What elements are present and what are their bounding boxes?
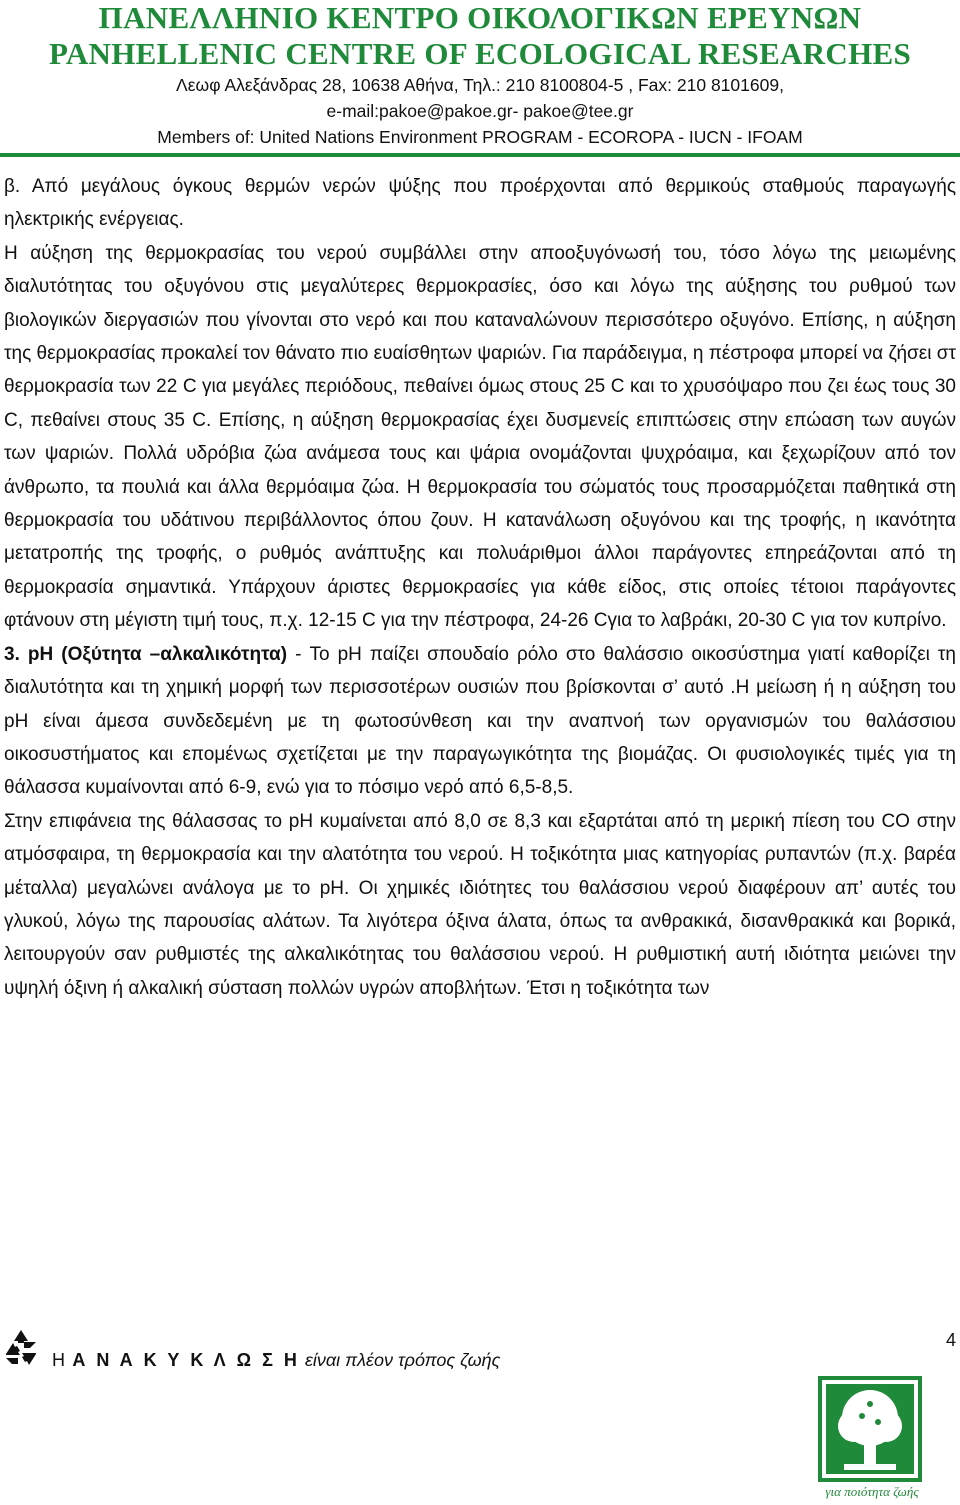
page-number: 4 (945, 1330, 956, 1350)
org-address: Λεωφ Αλεξάνδρας 28, 10638 Αθήνα, Τηλ.: 210 8100804-5 , Fax: 210 8101609, (176, 75, 784, 95)
section-title-ph: pH (Οξύτητα (27, 643, 150, 665)
slogan-strong: Α Ν Α Κ Υ Κ Λ Ω Σ Η (65, 1350, 300, 1370)
tree-logo-icon (818, 1376, 922, 1482)
logo-caption: για ποιότητα ζωής (825, 1484, 919, 1499)
org-email: e-mail:pakoe@pakoe.gr- pakoe@tee.gr (326, 101, 634, 121)
section-number: 3. (4, 643, 28, 665)
section-title-close: ) (280, 643, 288, 665)
org-memberships: Members of: United Nations Environment PROGRAM - ECOROPA - IUCN - IFOAM (157, 127, 803, 147)
recycling-slogan (52, 1350, 500, 1371)
paragraph-ph-text: - Το pH παίζει σπουδαίο ρόλο στο θαλάσσιο οικοσύστημα γιατί καθορίζει τη διαλυτότητα και τη χημική μορφή των περισσοτέρων ουσιών που βρίσκονται σ’ αυτό .Η μείωση ή η αύξηση του pH είναι άμεσα συνδεδεμένη με τη φωτοσύνθεση και την αναπνοή των οργανισμών του θαλάσσιου οικοσυστήματος και επομένως σχετίζεται με την παραγωγικότητα της βιομάζας. Οι φυσιολογικές τιμές για τη θάλασσα κυμαίνονται από 6-9, ενώ για το πόσιμο νερό από 6,5-8,5. (4, 643, 957, 799)
header-divider (0, 153, 960, 157)
paragraph-surface-ph: Στην επιφάνεια της θάλασσας το pH κυμαίνεται από 8,0 σε 8,3 και εξαρτάται από τη μερική πίεση του CO στην ατμόσφαιρα, τη θερμοκρασία και την αλατότητα του νερού. Η τοξικότητα μιας κατηγορίας ρυπαντών (π.χ. βαρέα μέταλλα) μεγαλώνει ανάλογα με το pH. Οι χημικές ιδιότητες του θαλάσσιου νερού διαφέρουν απ’ αυτές του γλυκού, λόγω της παρουσίας αλάτων. Τα λιγότερα όξινα άλατα, όπως τα ανθρακικά, δισανθρακικά και βορικά, λειτουργούν σαν ρυθμιστές της αλκαλικότητας του θαλάσσιου νερού. Η ρυθμιστική αυτή ιδιότητα μειώνει την υψηλή όξινη ή αλκαλική σύσταση πολλών υγρών αποβλήτων. Έτσι η τοξικότητα των (4, 810, 956, 999)
recycle-icon (2, 1328, 40, 1366)
slogan-italic: είναι πλέον τρόπος ζωής (304, 1350, 501, 1370)
document-body (4, 170, 956, 1005)
slogan-prefix: Η (52, 1350, 65, 1370)
org-name-greek: ΠΑΝΕΛΛΗΝΙΟ ΚΕΝΤΡΟ ΟΙΚΟΛΟΓΙΚΩΝ ΕΡΕΥΝΩΝ (98, 0, 862, 35)
paragraph-b: β. Από μεγάλους όγκους θερμών νερών ψύξης που προέρχονται από θερμικούς σταθμούς παραγωγής ηλεκτρικής ενέργειας. (4, 176, 956, 231)
letterhead (0, 0, 960, 150)
section-title-alkalinity: –αλκαλικότητα (149, 643, 281, 665)
paragraph-ph (4, 638, 956, 805)
org-name-english: PANHELLENIC CENTRE OF ECOLOGICAL RESEARCHES (48, 36, 912, 71)
paragraph-temperature: Η αύξηση της θερμοκρασίας του νερού συμβάλλει στην αποοξυγόνωσή του, τόσο λόγω της μειωμένης διαλυτότητας του οξυγόνου στις μεγαλύτερες θερμοκρασίες, όσο και λόγω της αύξησης του ρυθμού των βιολογικών διεργασιών που γίνονται στο νερό και που καταναλώνουν περισσότερο οξυγόνο. Επίσης, η αύξηση της θερμοκρασίας προκαλεί τον θάνατο πιο ευαίσθητων ψαριών. Για παράδειγμα, η πέστροφα μπορεί να ζήσει στ θερμοκρασία των 22 C για μεγάλες περιόδους, πεθαίνει όμως στους 25 C και το χρυσόψαρο που ζει έως τους 30 C, πεθαίνει στους 35 C. Επίσης, η αύξηση θερμοκρασίας έχει δυσμενείς επιπτώσεις στην επώαση των αυγών των ψαριών. Πολλά υδρόβια ζώα ανάμεσα τους και ψάρια ονομάζονται ψυχρόαιμα, και ξεχωρίζουν από τον άνθρωπο, τα πουλιά και άλλα θερμόαιμα ζώα. Η θερμοκρασία του σώματός τους προσαρμόζεται παθητικά στη θερμοκρασία του υδάτινου περιβάλλοντος όπου ζουν. Η κατανάλωση οξυγόνου και της τροφής, η ικανότητα μετατροπής της τροφής, ο ρυθμός ανάπτυξης και πολυάριθμοι άλλοι παράγοντες επηρεάζονται από τη θερμοκρασία σημαντικά. Υπάρχουν άριστες θερμοκρασίες για κάθε είδος, στις οποίες τέτοιοι παράγοντες φτάνουν στη μέγιστη τιμή τους, π.χ. 12-15 C για την πέστροφα, 24-26 Cγια το λαβράκι, 20-30 C για τον κυπρίνο. (4, 242, 956, 632)
